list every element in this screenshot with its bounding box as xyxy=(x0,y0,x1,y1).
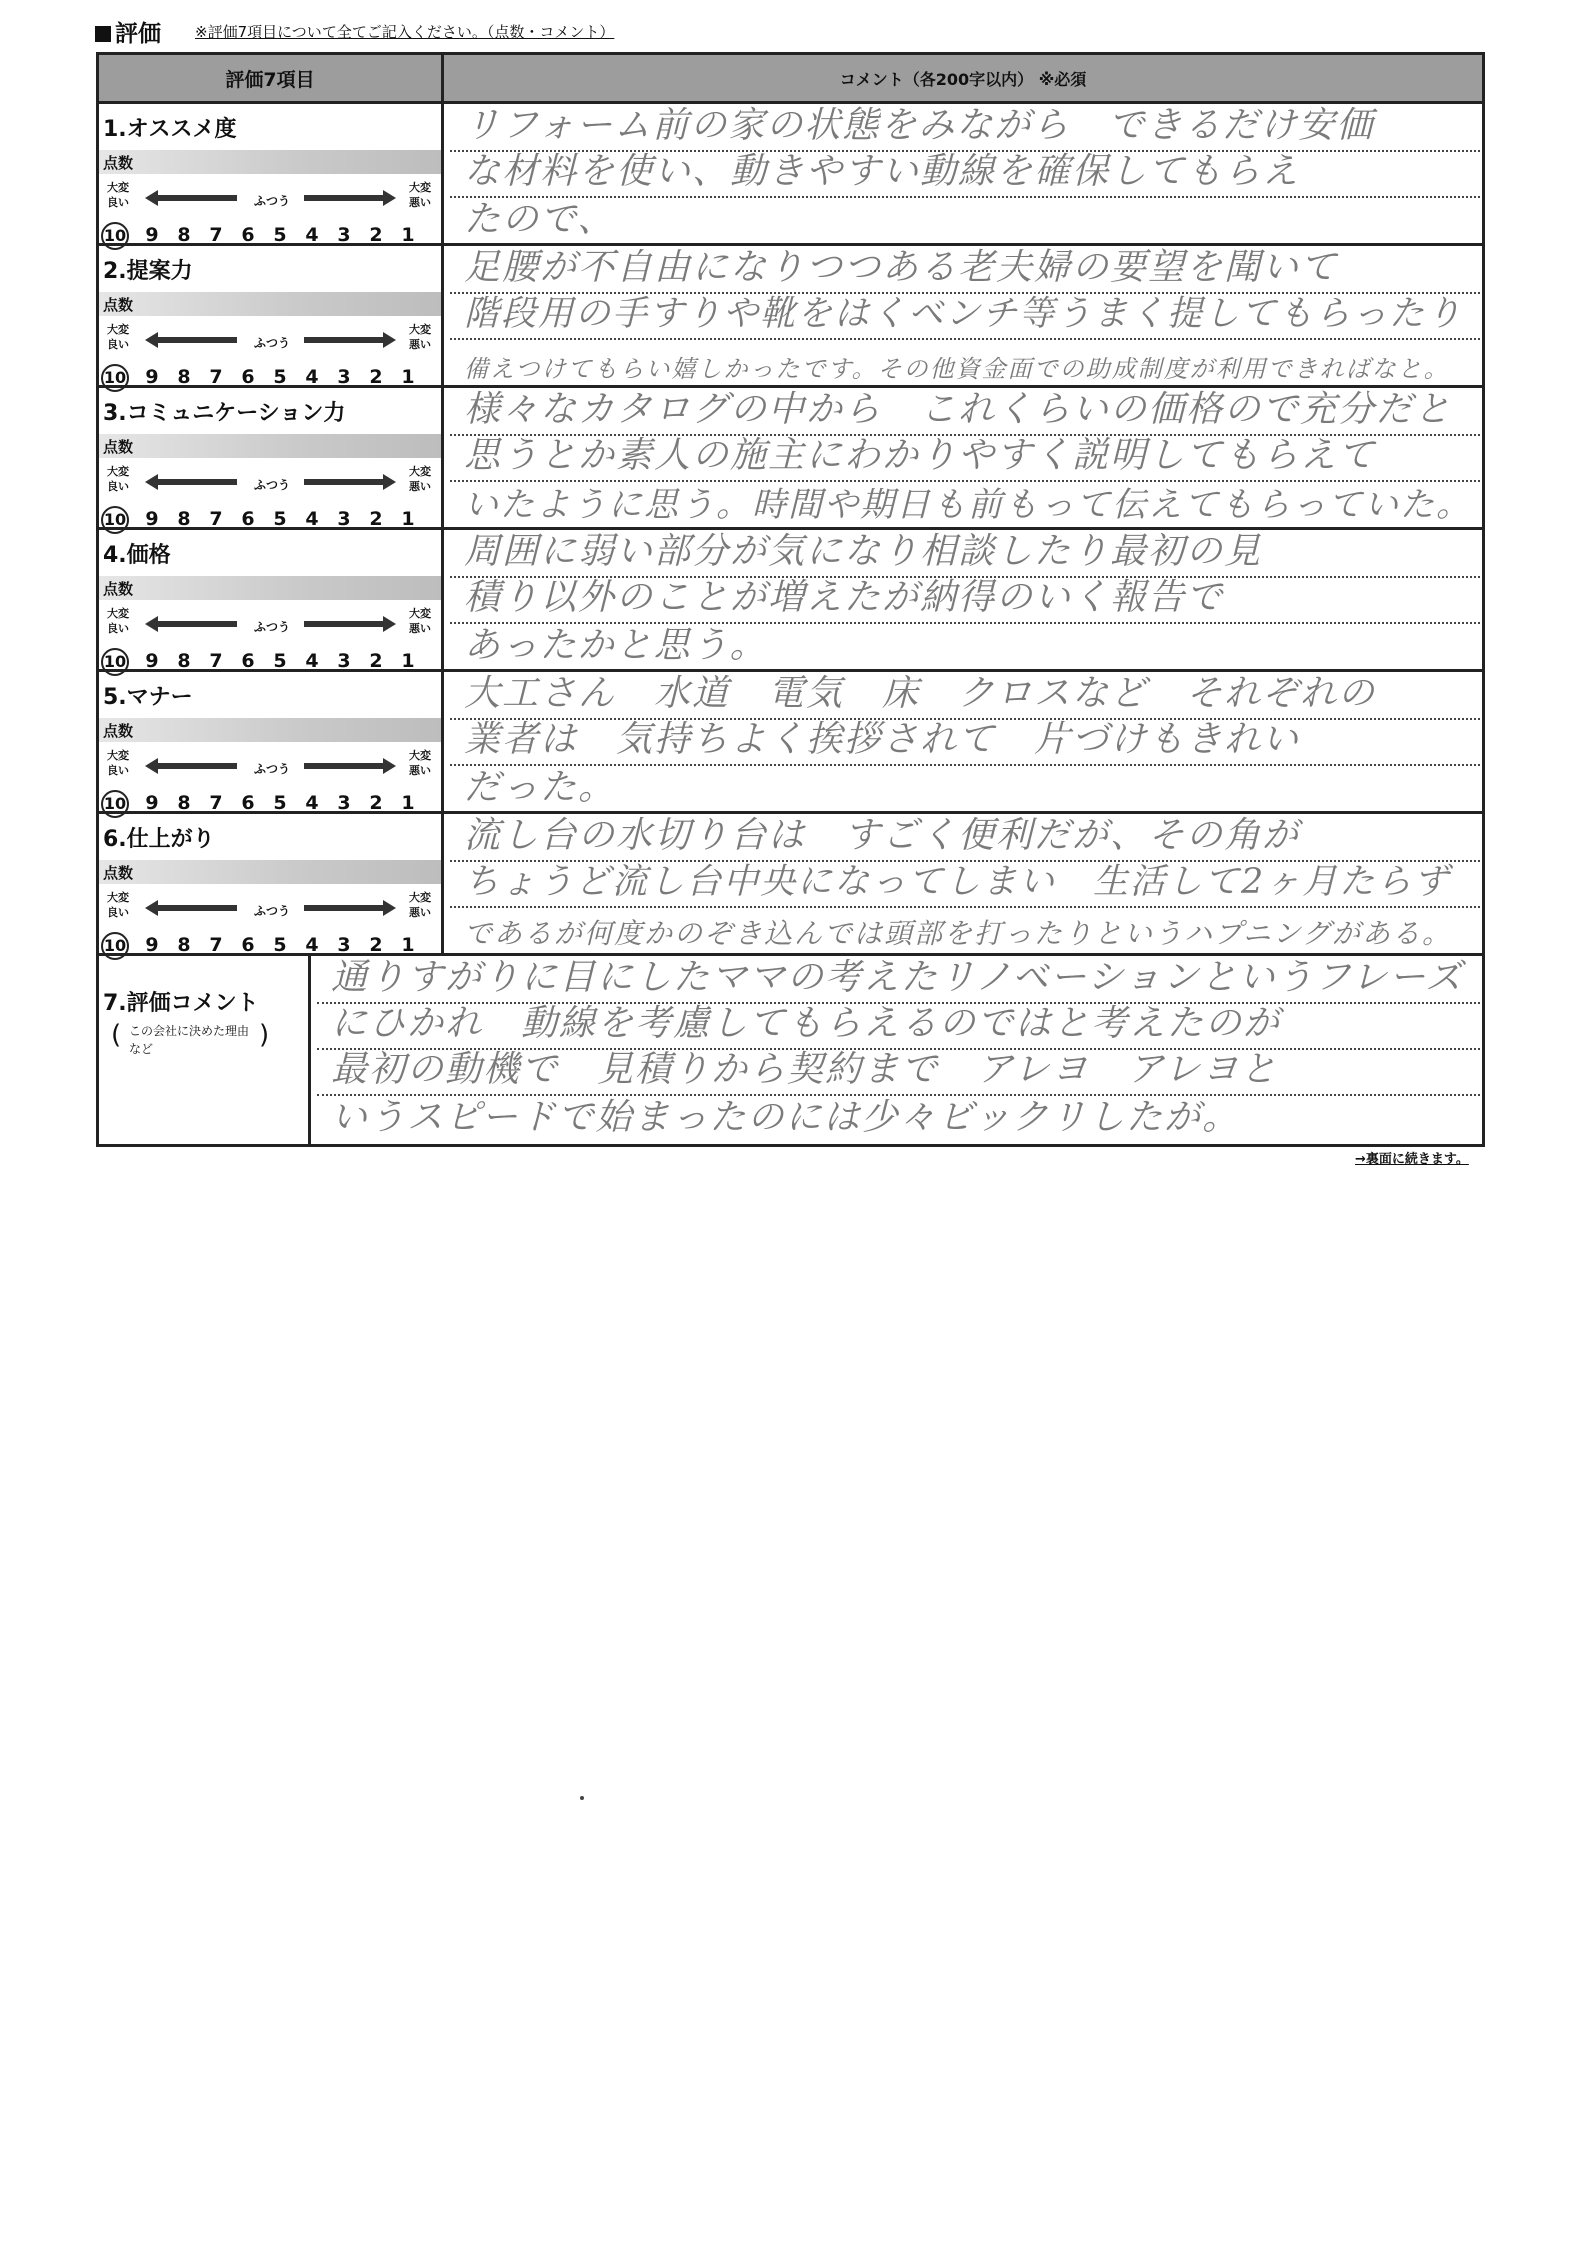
selected-score[interactable]: 10 xyxy=(101,222,129,250)
item7-title: 7.評価コメント xyxy=(103,991,259,1016)
score-option[interactable]: 8 xyxy=(177,366,191,388)
score-option[interactable]: 6 xyxy=(241,650,255,672)
score-option[interactable]: 9 xyxy=(145,224,159,246)
neutral-label: ふつう xyxy=(254,194,291,208)
scan-speck xyxy=(580,1796,584,1800)
comment-line xyxy=(450,482,1480,528)
score-option[interactable]: 1 xyxy=(401,650,415,672)
good-label: 大変良い xyxy=(107,749,129,777)
handwritten-comment: 通りすがりに目にしたママの考えたリノベーションというフレーズ xyxy=(331,957,1464,998)
score-band xyxy=(99,718,441,742)
evaluation-row xyxy=(99,527,1482,672)
section-title xyxy=(95,15,161,48)
evaluation-table xyxy=(96,52,1485,1147)
item-title: 3.コミュニケーション力 xyxy=(103,401,346,426)
section-title-text: 評価 xyxy=(115,20,161,47)
score-option[interactable]: 9 xyxy=(145,650,159,672)
score-option[interactable]: 5 xyxy=(273,508,287,530)
score-label: 点数 xyxy=(103,580,134,598)
score-option[interactable]: 2 xyxy=(369,650,383,672)
score-option[interactable]: 3 xyxy=(337,650,351,672)
item-title: 4.価格 xyxy=(103,543,171,568)
comment-line xyxy=(450,294,1480,340)
square-bullet-icon xyxy=(95,26,111,42)
comment-cell xyxy=(444,814,1482,953)
score-option[interactable]: 4 xyxy=(305,650,319,672)
score-band xyxy=(99,576,441,600)
bad-label: 大変悪い xyxy=(409,181,431,209)
score-scale xyxy=(99,890,441,930)
evaluation-row xyxy=(99,101,1482,246)
item-score-cell xyxy=(99,814,444,956)
header-comments: コメント（各200字以内） ※必須 xyxy=(444,55,1482,101)
score-option[interactable]: 6 xyxy=(241,792,255,814)
handwritten-comment: にひかれ 動線を考慮してもらえるのではと考えたのが xyxy=(331,1003,1282,1044)
handwritten-comment: だった。 xyxy=(464,767,617,808)
score-option[interactable]: 8 xyxy=(177,934,191,956)
comment-cell xyxy=(444,246,1482,385)
score-option[interactable]: 9 xyxy=(145,366,159,388)
comment-line xyxy=(450,198,1480,244)
score-option[interactable]: 4 xyxy=(305,366,319,388)
handwritten-comment: 大工さん 水道 電気 床 クロスなど それぞれの xyxy=(464,673,1377,714)
score-scale xyxy=(99,748,441,788)
header-items: 評価7項目 xyxy=(99,55,444,101)
score-option[interactable]: 1 xyxy=(401,224,415,246)
score-option[interactable]: 9 xyxy=(145,934,159,956)
evaluation-row xyxy=(99,811,1482,956)
good-label: 大変良い xyxy=(107,181,129,209)
score-option[interactable]: 3 xyxy=(337,366,351,388)
right-arrow-icon xyxy=(304,195,384,201)
right-arrow-icon xyxy=(304,905,384,911)
comment-line xyxy=(317,1096,1480,1142)
score-option[interactable]: 7 xyxy=(209,934,223,956)
selected-score[interactable]: 10 xyxy=(101,648,129,676)
score-option[interactable]: 8 xyxy=(177,792,191,814)
selected-score[interactable]: 10 xyxy=(101,506,129,534)
comment-cell xyxy=(444,672,1482,811)
handwritten-comment: あったかと思う。 xyxy=(464,625,768,666)
score-option[interactable]: 7 xyxy=(209,792,223,814)
neutral-label: ふつう xyxy=(254,620,291,634)
score-option[interactable]: 7 xyxy=(209,224,223,246)
left-arrow-icon xyxy=(157,195,237,201)
score-label: 点数 xyxy=(103,438,134,456)
item-title: 6.仕上がり xyxy=(103,827,215,852)
score-label: 点数 xyxy=(103,296,134,314)
item7-note xyxy=(111,1020,270,1058)
score-label: 点数 xyxy=(103,154,134,172)
item-score-cell xyxy=(99,104,444,246)
handwritten-comment: いたように思う。時間や期日も前もって伝えてもらっていた。 xyxy=(464,485,1472,525)
open-paren: ( xyxy=(111,1020,122,1050)
left-arrow-icon xyxy=(157,621,237,627)
score-option[interactable]: 7 xyxy=(209,650,223,672)
item7-note-text: この会社に決めた理由など xyxy=(129,1024,250,1056)
instruction-text: ※評価7項目について全てご記入ください。（点数・コメント） xyxy=(195,22,615,41)
score-option[interactable]: 5 xyxy=(273,366,287,388)
neutral-label: ふつう xyxy=(254,904,291,918)
left-arrow-icon xyxy=(157,479,237,485)
score-option[interactable]: 9 xyxy=(145,792,159,814)
item-score-cell xyxy=(99,672,444,814)
neutral-label: ふつう xyxy=(254,478,291,492)
bad-label: 大変悪い xyxy=(409,749,431,777)
score-option[interactable]: 5 xyxy=(273,224,287,246)
item-score-cell xyxy=(99,388,444,530)
handwritten-comment: 積り以外のことが増えたが納得のいく報告で xyxy=(464,577,1225,618)
neutral-label: ふつう xyxy=(254,336,291,350)
score-option[interactable]: 6 xyxy=(241,934,255,956)
handwritten-comment: リフォーム前の家の状態をみながら できるだけ安価 xyxy=(464,105,1375,146)
handwritten-comment: 備えつけてもらい嬉しかったです。その他資金面での助成制度が利用できればなと。 xyxy=(464,355,1450,383)
comment-line xyxy=(450,436,1480,482)
good-label: 大変良い xyxy=(107,323,129,351)
close-paren: ) xyxy=(259,1020,270,1050)
score-label: 点数 xyxy=(103,722,134,740)
item-title: 2.提案力 xyxy=(103,259,193,284)
selected-score[interactable]: 10 xyxy=(101,790,129,818)
score-option[interactable]: 5 xyxy=(273,792,287,814)
score-band xyxy=(99,860,441,884)
score-band xyxy=(99,150,441,174)
handwritten-comment: 業者は 気持ちよく挨拶されて 片づけもきれい xyxy=(464,719,1301,760)
comment-cell xyxy=(444,530,1482,669)
score-option[interactable]: 4 xyxy=(305,934,319,956)
score-option[interactable]: 6 xyxy=(241,366,255,388)
score-option[interactable]: 6 xyxy=(241,224,255,246)
score-option[interactable]: 8 xyxy=(177,650,191,672)
right-arrow-icon xyxy=(304,621,384,627)
handwritten-comment: たので、 xyxy=(464,199,616,240)
comment-line xyxy=(450,908,1480,954)
good-label: 大変良い xyxy=(107,891,129,919)
handwritten-comment: いうスピードで始まったのには少々ビックリしたが。 xyxy=(331,1097,1241,1138)
comment-line xyxy=(450,340,1480,386)
score-option[interactable]: 2 xyxy=(369,224,383,246)
comment-line xyxy=(450,766,1480,812)
comment-cell xyxy=(444,388,1482,527)
handwritten-comment: 周囲に弱い部分が気になり相談したり最初の見 xyxy=(464,531,1263,572)
score-option[interactable]: 5 xyxy=(273,934,287,956)
section-heading xyxy=(95,14,614,48)
right-arrow-icon xyxy=(304,763,384,769)
score-scale xyxy=(99,322,441,362)
evaluation-row xyxy=(99,385,1482,530)
item-score-cell xyxy=(99,530,444,672)
handwritten-comment: 足腰が不自由になりつつある老夫婦の要望を聞いて xyxy=(464,247,1339,288)
score-option[interactable]: 3 xyxy=(337,224,351,246)
continue-note: →裏面に続きます。 xyxy=(1355,1152,1469,1167)
left-arrow-icon xyxy=(157,905,237,911)
score-option[interactable]: 3 xyxy=(337,792,351,814)
handwritten-comment: な材料を使い、動きやすい動線を確保してもらえ xyxy=(464,151,1301,192)
item7-comment-cell xyxy=(311,956,1482,1144)
handwritten-comment: 流し台の水切り台は すごく便利だが、その角が xyxy=(464,815,1301,856)
evaluation-row xyxy=(99,243,1482,388)
neutral-label: ふつう xyxy=(254,762,291,776)
score-option[interactable]: 2 xyxy=(369,792,383,814)
score-option[interactable]: 7 xyxy=(209,508,223,530)
score-option[interactable]: 4 xyxy=(305,224,319,246)
selected-score[interactable]: 10 xyxy=(101,932,129,960)
score-band xyxy=(99,434,441,458)
comment-line xyxy=(450,862,1480,908)
score-option[interactable]: 7 xyxy=(209,366,223,388)
right-arrow-icon xyxy=(304,337,384,343)
score-option[interactable]: 4 xyxy=(305,792,319,814)
score-option[interactable]: 2 xyxy=(369,508,383,530)
handwritten-comment: 最初の動機で 見積りから契約まで アレヨ アレヨと xyxy=(331,1049,1279,1090)
selected-score[interactable]: 10 xyxy=(101,364,129,392)
right-arrow-icon xyxy=(304,479,384,485)
item-score-cell xyxy=(99,246,444,388)
bad-label: 大変悪い xyxy=(409,323,431,351)
comment-line xyxy=(450,624,1480,670)
item7-label-cell xyxy=(99,956,311,1144)
score-scale xyxy=(99,180,441,220)
score-option[interactable]: 1 xyxy=(401,508,415,530)
handwritten-comment: 様々なカタログの中から これくらいの価格ので充分だと xyxy=(464,389,1453,430)
bad-label: 大変悪い xyxy=(409,465,431,493)
score-option[interactable]: 8 xyxy=(177,224,191,246)
score-option[interactable]: 1 xyxy=(401,792,415,814)
score-option[interactable]: 3 xyxy=(337,934,351,956)
good-label: 大変良い xyxy=(107,607,129,635)
score-option[interactable]: 5 xyxy=(273,650,287,672)
score-option[interactable]: 6 xyxy=(241,508,255,530)
bad-label: 大変悪い xyxy=(409,891,431,919)
good-label: 大変良い xyxy=(107,465,129,493)
left-arrow-icon xyxy=(157,763,237,769)
score-band xyxy=(99,292,441,316)
score-scale xyxy=(99,606,441,646)
bad-label: 大変悪い xyxy=(409,607,431,635)
evaluation-row xyxy=(99,669,1482,814)
score-label: 点数 xyxy=(103,864,134,882)
handwritten-comment: であるが何度かのぞき込んでは頭部を打ったりというハプニングがある。 xyxy=(464,917,1453,950)
score-scale xyxy=(99,464,441,504)
handwritten-comment: ちょうど流し台中央になってしまい 生活して2ヶ月たらず xyxy=(464,862,1451,902)
item-title: 5.マナー xyxy=(103,685,193,710)
evaluation-row-7 xyxy=(99,953,1482,1144)
comment-cell xyxy=(444,104,1482,243)
score-option[interactable]: 9 xyxy=(145,508,159,530)
score-option[interactable]: 4 xyxy=(305,508,319,530)
score-option[interactable]: 2 xyxy=(369,934,383,956)
left-arrow-icon xyxy=(157,337,237,343)
score-option[interactable]: 1 xyxy=(401,934,415,956)
score-option[interactable]: 2 xyxy=(369,366,383,388)
score-option[interactable]: 1 xyxy=(401,366,415,388)
item-title: 1.オススメ度 xyxy=(103,117,237,142)
score-option[interactable]: 3 xyxy=(337,508,351,530)
score-option[interactable]: 8 xyxy=(177,508,191,530)
handwritten-comment: 思うとか素人の施主にわかりやすく説明してもらえて xyxy=(464,435,1377,476)
handwritten-comment: 階段用の手すりや靴をはくベンチ等うまく提してもらったり xyxy=(464,294,1464,334)
